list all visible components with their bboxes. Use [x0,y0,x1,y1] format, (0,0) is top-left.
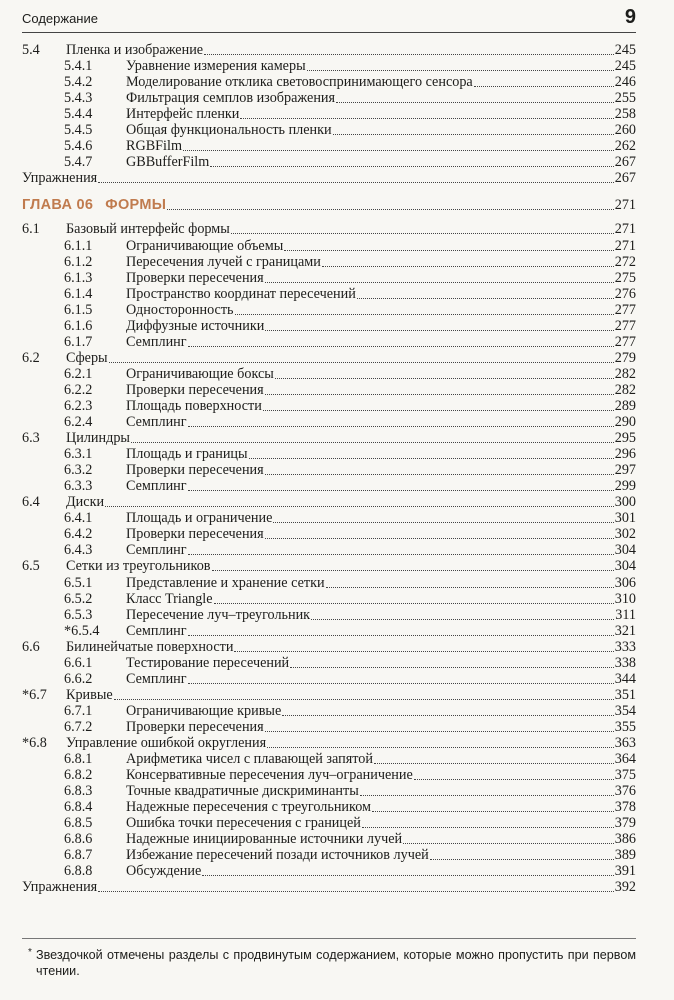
leader-dots [212,570,614,571]
toc-entry[interactable] [22,430,636,446]
entry-title: Представление и хранение сетки [126,574,325,591]
entry-title: Односторонность [126,301,234,318]
entry-number: 6.5.3 [64,606,93,623]
entry-title: Общая функциональность пленки [126,122,332,139]
entry-page: 311 [615,606,636,623]
entry-number: 6.1.4 [64,285,93,302]
toc-entry[interactable] [22,382,636,398]
toc-entry[interactable] [22,767,636,783]
toc-entry[interactable] [22,655,636,671]
entry-title: Моделирование отклика световоспринимающего сенсора [126,74,473,91]
entry-page: 304 [614,558,636,575]
leader-dots [275,378,614,379]
toc-entry[interactable] [22,138,636,154]
entry-number: 6.1.3 [64,269,93,286]
entry-title: Семплинг [126,542,187,559]
toc-entry[interactable] [22,58,636,74]
entry-number: 6.4.3 [64,542,93,559]
toc-entry[interactable] [22,74,636,90]
entry-title: Надежные инициированные источники лучей [126,831,403,848]
entry-page: 277 [614,301,636,318]
entry-number: 6.3.3 [64,478,93,495]
entry-title: Кривые [66,686,113,703]
toc-entry[interactable] [22,286,636,302]
entry-page: 262 [614,138,636,155]
toc-entry[interactable] [22,366,636,382]
leader-dots [188,490,614,491]
entry-number: 6.4.2 [64,526,93,543]
leader-dots [98,182,614,183]
toc-entry[interactable] [22,221,636,237]
entry-title: Класс Triangle [126,590,213,607]
leader-dots [362,827,614,828]
entry-page: 255 [614,90,636,107]
leader-dots [202,875,613,876]
entry-title: Надежные пересечения с треугольником [126,799,371,816]
entry-title: Цилиндры [66,430,130,447]
toc-entry[interactable] [22,719,636,735]
entry-title: Ограничивающие объемы [126,237,284,254]
entry-title: Проверки пересечения [126,381,264,398]
chapter-title: ФОРМЫ [105,197,167,214]
entry-number: 5.4.7 [64,154,93,171]
leader-dots [307,70,614,71]
entry-number: 6.1.7 [64,333,93,350]
page-number: 9 [624,6,636,28]
leader-dots [360,795,614,796]
entry-title: Семплинг [126,478,187,495]
entry-number: 6.8.1 [64,751,93,768]
entry-page: 364 [614,751,636,768]
entry-number: 5.4.1 [64,58,93,75]
entry-title: Сетки из треугольников [66,558,211,575]
leader-dots [265,538,614,539]
toc-entry[interactable] [22,558,636,574]
entry-title: Пространство координат пересечений [126,285,356,302]
entry-number: 6.4.1 [64,510,93,527]
toc-entry[interactable] [22,302,636,318]
entry-page: 290 [614,414,636,431]
toc-entry[interactable] [22,526,636,542]
toc-entry[interactable] [22,799,636,815]
toc-entry[interactable] [22,446,636,462]
toc-entry[interactable] [22,122,636,138]
entry-title: Площадь и границы [126,446,248,463]
leader-dots [183,150,614,151]
toc-entry[interactable] [22,510,636,526]
toc-entry[interactable] [22,42,636,58]
entry-title: Проверки пересечения [126,269,264,286]
entry-title: Диски [66,494,105,511]
entry-page: 289 [614,397,636,414]
entry-page: 351 [614,686,636,703]
toc-entry[interactable] [22,270,636,286]
entry-title: Семплинг [126,414,187,431]
entry-number: 6.8.7 [64,847,93,864]
leader-dots [326,587,614,588]
entry-number: 6.8.8 [64,863,93,880]
toc-entry[interactable] [22,90,636,106]
entry-number: 6.7.1 [64,702,93,719]
entry-title: Проверки пересечения [126,718,264,735]
entry-title: Семплинг [126,622,187,639]
toc-entry[interactable] [22,350,636,366]
footnote-marker: * [28,947,32,958]
toc-entry[interactable] [22,494,636,510]
leader-dots [188,683,614,684]
entry-number: 6.6.2 [64,670,93,687]
entry-title: Ошибка точки пересечения с границей [126,815,361,832]
leader-dots [273,522,613,523]
leader-dots [267,747,614,748]
entry-page: 355 [614,718,636,735]
chapter-label: ГЛАВА 06 [22,197,94,214]
entry-page: 267 [614,170,636,187]
entry-title: Проверки пересечения [126,462,264,479]
running-header [22,6,636,33]
leader-dots [265,394,614,395]
toc-group-chapter-5 [22,42,636,186]
entry-number: 6.1.5 [64,301,93,318]
entry-title: Семплинг [126,670,187,687]
entry-number: 6.8.5 [64,815,93,832]
entry-page: 296 [614,446,636,463]
entry-title: Билинейчатые поверхности [66,638,234,655]
entry-title: Упражнения [22,879,98,896]
entry-page: 304 [614,542,636,559]
entry-number: *6.7 [22,686,47,703]
toc-entry[interactable] [22,542,636,558]
entry-page: 391 [614,863,636,880]
leader-dots [98,891,614,892]
entry-page: 310 [614,590,636,607]
entry-page: 392 [614,879,636,896]
toc-entry[interactable] [22,735,636,751]
entry-title: Диффузные источники [126,317,265,334]
leader-dots [105,506,614,507]
leader-dots [265,282,614,283]
entry-page: 276 [614,285,636,302]
footnote-text: Звездочкой отмечены разделы с продвинутым содержанием, которые можно пропустить при первом чтении. [36,948,636,978]
leader-dots [234,651,613,652]
entry-number: 6.1.6 [64,317,93,334]
entry-page: 271 [614,221,636,238]
leader-dots [265,731,614,732]
leader-dots [210,166,613,167]
toc-entry[interactable] [22,847,636,863]
entry-title: Пересечения лучей с границами [126,253,321,270]
entry-page: 279 [614,349,636,366]
leader-dots [333,134,614,135]
entry-number: 6.2.1 [64,365,93,382]
entry-page: 300 [614,494,636,511]
entry-number: 6.2.4 [64,414,93,431]
entry-page: 302 [614,526,636,543]
entry-title: Интерфейс пленки [126,106,240,123]
entry-number: *6.5.4 [64,622,100,639]
entry-page: 306 [614,574,636,591]
entry-page: 272 [614,253,636,270]
entry-title: Ограничивающие боксы [126,365,274,382]
entry-title: GBBufferFilm [126,154,210,171]
toc-entry[interactable] [22,414,636,430]
entry-page: 277 [614,333,636,350]
entry-number: 6.7.2 [64,718,93,735]
toc-entry[interactable] [22,591,636,607]
entry-title: Уравнение измерения камеры [126,58,306,75]
toc-entry[interactable] [22,574,636,590]
leader-dots [372,811,614,812]
chapter-heading[interactable] [22,194,636,213]
toc-entry[interactable] [22,687,636,703]
entry-title: Сферы [66,349,108,366]
toc-entry[interactable] [22,863,636,879]
entry-title: Точные квадратичные дискриминанты [126,783,359,800]
entry-title: Консервативные пересечения луч–ограничение [126,767,413,784]
entry-page: 245 [614,58,636,75]
entry-number: 5.4 [22,42,40,59]
entry-number: 6.5 [22,558,40,575]
entry-title: Базовый интерфейс формы [66,221,230,238]
leader-dots [231,233,614,234]
entry-page: 282 [614,365,636,382]
entry-number: 6.5.2 [64,590,93,607]
table-of-contents [22,42,636,895]
entry-title: Площадь поверхности [126,397,262,414]
leader-dots [188,554,614,555]
entry-page: 245 [614,42,636,59]
entry-title: Управление ошибкой округления [66,734,267,751]
leader-dots [311,619,614,620]
toc-entry[interactable] [22,607,636,623]
leader-dots [235,314,614,315]
leader-dots [265,474,614,475]
entry-number: 6.8.6 [64,831,93,848]
entry-number: 5.4.2 [64,74,93,91]
entry-title: Тестирование пересечений [126,654,290,671]
entry-page: 321 [614,622,636,639]
entry-number: 5.4.3 [64,90,93,107]
leader-dots [265,330,613,331]
header-title: Содержание [22,11,98,26]
entry-number: 6.2.3 [64,397,93,414]
entry-number: 6.1.2 [64,253,93,270]
leader-dots [290,667,614,668]
entry-title: Пленка и изображение [66,42,204,59]
toc-entry[interactable] [22,237,636,253]
leader-dots [188,635,614,636]
entry-page: 333 [614,638,636,655]
entry-page: 389 [614,847,636,864]
entry-number: 6.2.2 [64,381,93,398]
toc-entry[interactable] [22,170,636,186]
entry-number: 6.8.3 [64,783,93,800]
entry-page: 260 [614,122,636,139]
toc-entry[interactable] [22,815,636,831]
chapter-page: 271 [614,197,636,214]
toc-entry[interactable] [22,703,636,719]
leader-dots [131,442,614,443]
entry-title: Пересечение луч–треугольник [126,606,311,623]
entry-number: 6.8.4 [64,799,93,816]
entry-number: 6.1.1 [64,237,93,254]
leader-dots [357,298,614,299]
toc-entry[interactable] [22,879,636,895]
entry-number: 6.6.1 [64,654,93,671]
entry-page: 297 [614,462,636,479]
entry-title: Ограничивающие кривые [126,702,282,719]
entry-title: Фильтрация семплов изображения [126,90,336,107]
leader-dots [374,763,614,764]
toc-entry[interactable] [22,154,636,170]
entry-number: 6.8.2 [64,767,93,784]
leader-dots [282,715,613,716]
entry-page: 282 [614,381,636,398]
entry-title: Семплинг [126,333,187,350]
toc-entry[interactable] [22,254,636,270]
leader-dots [284,250,613,251]
toc-entry[interactable] [22,462,636,478]
entry-page: 354 [614,702,636,719]
leader-dots [109,362,614,363]
footnote [22,938,636,979]
entry-title: Упражнения [22,170,98,187]
entry-number: 6.3 [22,430,40,447]
entry-page: 363 [614,734,636,751]
leader-dots [214,603,614,604]
entry-page: 275 [614,269,636,286]
entry-title: Проверки пересечения [126,526,264,543]
entry-page: 295 [614,430,636,447]
leader-dots [188,426,614,427]
entry-page: 271 [614,237,636,254]
entry-number: 6.1 [22,221,40,238]
entry-title: RGBFilm [126,138,182,155]
entry-page: 301 [614,510,636,527]
entry-page: 376 [614,783,636,800]
entry-page: 277 [614,317,636,334]
entry-page: 258 [614,106,636,123]
entry-title: Избежание пересечений позади источников лучей [126,847,429,864]
toc-entry[interactable] [22,334,636,350]
toc-entry[interactable] [22,623,636,639]
entry-page: 375 [614,767,636,784]
entry-page: 344 [614,670,636,687]
toc-entry[interactable] [22,751,636,767]
entry-number: 6.6 [22,638,40,655]
entry-page: 299 [614,478,636,495]
leader-dots [204,54,614,55]
leader-dots [114,699,614,700]
entry-number: 5.4.4 [64,106,93,123]
entry-number: *6.8 [22,734,47,751]
entry-page: 267 [614,154,636,171]
toc-entry[interactable] [22,398,636,414]
entry-title: Площадь и ограничение [126,510,273,527]
entry-page: 386 [614,831,636,848]
leader-dots [414,779,614,780]
toc-entry[interactable] [22,639,636,655]
toc-group-chapter-6 [22,221,636,895]
toc-entry[interactable] [22,318,636,334]
entry-number: 6.4 [22,494,40,511]
entry-page: 379 [614,815,636,832]
entry-title: Обсуждение [126,863,202,880]
entry-number: 5.4.6 [64,138,93,155]
leader-dots [474,86,614,87]
leader-dots [430,859,614,860]
entry-number: 6.3.1 [64,446,93,463]
leader-dots [240,118,613,119]
leader-dots [322,266,614,267]
entry-number: 6.3.2 [64,462,93,479]
toc-entry[interactable] [22,783,636,799]
toc-entry[interactable] [22,106,636,122]
leader-dots [336,102,614,103]
entry-page: 246 [614,74,636,91]
entry-number: 5.4.5 [64,122,93,139]
toc-entry[interactable] [22,671,636,687]
toc-entry[interactable] [22,831,636,847]
toc-entry[interactable] [22,478,636,494]
entry-page: 338 [614,654,636,671]
entry-page: 378 [614,799,636,816]
leader-dots [167,209,614,210]
leader-dots [403,843,614,844]
entry-number: 6.5.1 [64,574,93,591]
leader-dots [249,458,614,459]
entry-title: Арифметика чисел с плавающей запятой [126,751,373,768]
leader-dots [263,410,614,411]
entry-number: 6.2 [22,349,40,366]
leader-dots [188,346,614,347]
